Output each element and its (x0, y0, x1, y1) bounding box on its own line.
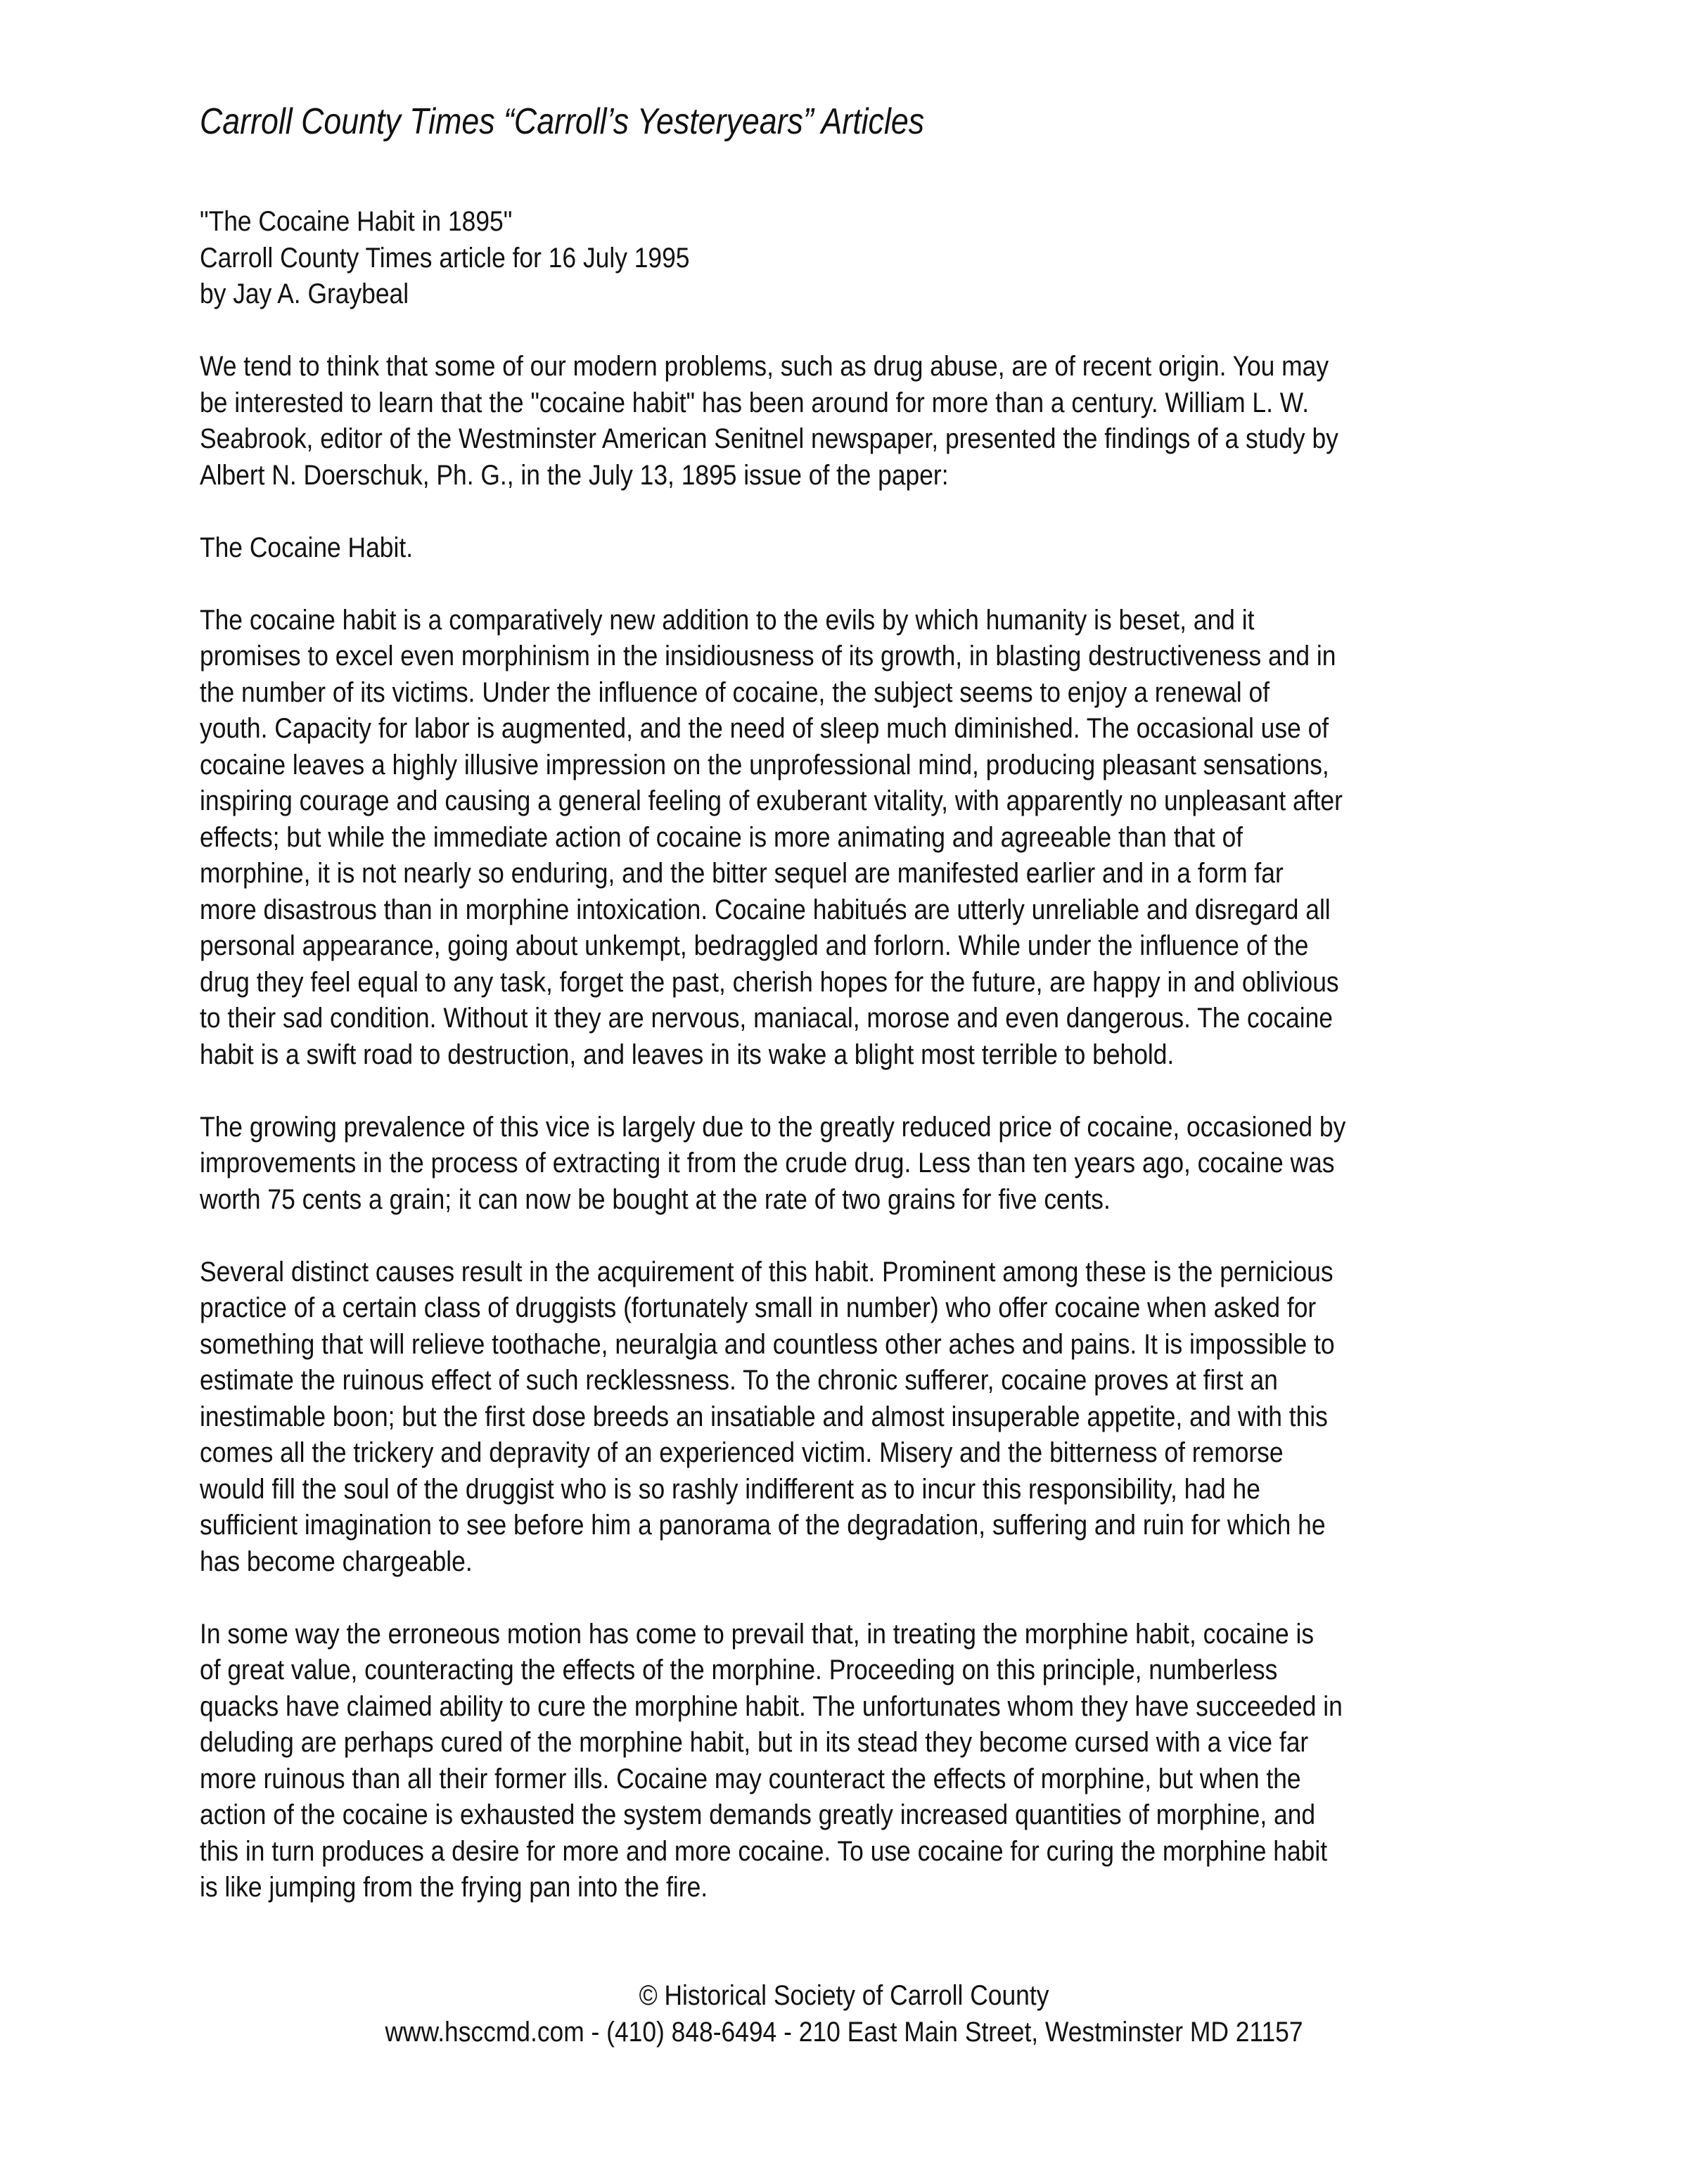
paragraph-line: Seabrook, editor of the Westminster American Senitnel newspaper, presented the findings of a study by (200, 423, 1338, 454)
paragraph-line: effects; but while the immediate action of cocaine is more animating and agreeable than that of (200, 821, 1243, 853)
paragraph-line: morphine, it is not nearly so enduring, and the bitter sequel are manifested earlier and in a form far (200, 858, 1284, 889)
spacer (200, 1580, 1569, 1617)
paragraph-line: The growing prevalence of this vice is largely due to the greatly reduced price of cocaine, occasioned by (200, 1111, 1346, 1143)
paragraph-line: inestimable boon; but the first dose breeds an insatiable and almost insuperable appetite, and with this (200, 1401, 1328, 1432)
paragraph-line: something that will relieve toothache, neuralgia and countless other aches and pains. It is impossible to (200, 1328, 1335, 1360)
paragraph-line: this in turn produces a desire for more and more cocaine. To use cocaine for curing the morphine habit (200, 1835, 1328, 1867)
article-headline: "The Cocaine Habit in 1895" (200, 206, 513, 237)
paragraph-line: action of the cocaine is exhausted the system demands greatly increased quantities of morphine, and (200, 1799, 1316, 1830)
paragraph-2 (200, 1110, 1569, 1219)
paragraph-line: estimate the ruinous effect of such recklessness. To the chronic sufferer, cocaine proves at first an (200, 1365, 1278, 1396)
paragraph-line: Albert N. Doerschuk, Ph. G., in the July 13, 1895 issue of the paper: (200, 459, 949, 491)
footer-contact: www.hsccmd.com - (410) 848-6494 - 210 East Main Street, Westminster MD 21157 (385, 2017, 1303, 2048)
spacer (200, 1218, 1569, 1254)
paragraph-line: quacks have claimed ability to cure the morphine habit. The unfortunates whom they have succeeded in (200, 1690, 1343, 1722)
paragraph-line: of great value, counteracting the effects of the morphine. Proceeding on this principle, numberless (200, 1655, 1278, 1685)
paragraph-1 (200, 603, 1569, 1074)
paragraph-line: The cocaine habit is a comparatively new addition to the evils by which humanity is beset, and it (200, 604, 1255, 636)
page-title: Carroll County Times “Carroll’s Yesteryears” Articles (200, 101, 925, 142)
paragraph-line: cocaine leaves a highly illusive impression on the unprofessional mind, producing pleasant sensations, (200, 749, 1329, 781)
spacer (200, 494, 1569, 530)
paragraph-line: improvements in the process of extracting it from the crude drug. Less than ten years ago, cocaine was (200, 1148, 1335, 1178)
paragraph-line: habit is a swift road to destruction, and leaves in its wake a blight most terrible to behold. (200, 1039, 1175, 1070)
paragraph-line: practice of a certain class of druggists (fortunately small in number) who offer cocaine when asked for (200, 1292, 1317, 1323)
spacer (200, 313, 1569, 349)
paragraph-line: the number of its victims. Under the influence of cocaine, the subject seems to enjoy a renewal of (200, 676, 1270, 708)
paragraph-line: deluding are perhaps cured of the morphine habit, but in its stead they become cursed with a vice far (200, 1727, 1309, 1758)
spacer (200, 566, 1569, 603)
paragraph-line: youth. Capacity for labor is augmented, and the need of sleep much diminished. The occasional use of (200, 713, 1329, 744)
paragraph-line: Several distinct causes result in the acquirement of this habit. Prominent among these is the pernicious (200, 1256, 1334, 1287)
paragraph-line: would fill the soul of the druggist who is so rashly indifferent as to incur this responsibility, had he (200, 1473, 1260, 1505)
paragraph-line: drug they feel equal to any task, forget the past, cherish hopes for the future, are happy in and oblivious (200, 966, 1339, 998)
spacer (200, 1073, 1569, 1110)
paragraph-line: We tend to think that some of our modern problems, such as drug abuse, are of recent origin. You may (200, 351, 1329, 382)
paragraph-4 (200, 1617, 1569, 1906)
paragraph-line: more disastrous than in morphine intoxication. Cocaine habitués are utterly unreliable and disregard all (200, 894, 1331, 925)
article-meta (200, 204, 1569, 313)
paragraph-line: to their sad condition. Without it they are nervous, maniacal, morose and even dangerous. The cocaine (200, 1003, 1333, 1034)
intro-paragraph (200, 349, 1569, 494)
article-body (200, 204, 1569, 1906)
paragraph-3 (200, 1254, 1569, 1581)
article-publication: Carroll County Times article for 16 July 1995 (200, 242, 690, 274)
paragraph-line: is like jumping from the frying pan into the fire. (200, 1872, 708, 1903)
paragraph-line: has become chargeable. (200, 1546, 473, 1577)
paragraph-line: In some way the erroneous motion has come to prevail that, in treating the morphine habit, cocaine is (200, 1618, 1315, 1650)
paragraph-line: comes all the trickery and depravity of an experienced victim. Misery and the bitterness of remorse (200, 1437, 1284, 1468)
quoted-article-title: The Cocaine Habit. (200, 532, 414, 563)
paragraph-line: promises to excel even morphinism in the insidiousness of its growth, in blasting destructiveness and in (200, 641, 1336, 672)
paragraph-line: personal appearance, going about unkempt, bedraggled and forlorn. While under the influence of the (200, 930, 1309, 961)
paragraph-line: be interested to learn that the "cocaine habit" has been around for more than a century. William L. W. (200, 387, 1310, 418)
paragraph-line: worth 75 cents a grain; it can now be bought at the rate of two grains for five cents. (200, 1183, 1111, 1215)
paragraph-line: sufficient imagination to see before him a panorama of the degradation, suffering and ruin for which he (200, 1510, 1326, 1541)
paragraph-line: inspiring courage and causing a general feeling of exuberant vitality, with apparently no unpleasant after (200, 785, 1343, 816)
footer-copyright: © Historical Society of Carroll County (639, 1980, 1049, 2011)
article-byline: by Jay A. Graybeal (200, 278, 409, 309)
page-footer (0, 1977, 1688, 2050)
paragraph-line: more ruinous than all their former ills. Cocaine may counteract the effects of morphine, but when the (200, 1763, 1301, 1794)
